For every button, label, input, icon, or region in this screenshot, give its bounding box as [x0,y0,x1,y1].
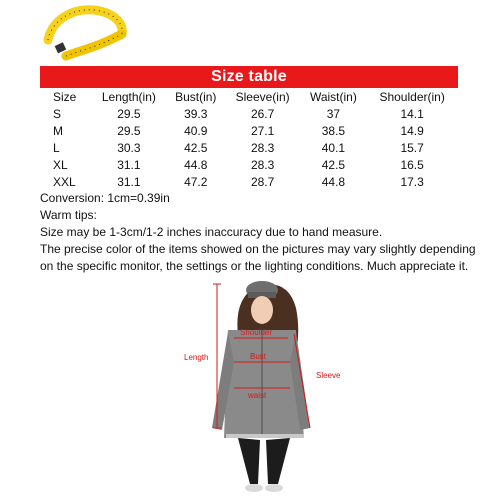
model-illustration [212,281,310,492]
cell-waist: 42.5 [321,158,346,172]
header-shoulder: Shoulder(in) [379,90,445,104]
cell-size: L [53,141,60,155]
cell-size: S [53,107,62,121]
measuring-tape-icon [42,0,134,62]
cell-length: 31.1 [117,158,141,172]
warm-tips-heading: Warm tips: [40,208,97,222]
cell-size: XL [53,158,68,172]
cell-sleeve: 26.7 [250,107,275,121]
table-row [40,174,458,191]
cell-shoulder: 14.1 [400,107,424,121]
cell-length: 31.1 [117,175,141,189]
tip-accuracy: Size may be 1-3cm/1-2 inches inaccuracy due to hand measure. [40,225,383,239]
cell-bust: 40.9 [184,124,208,138]
table-row [40,106,458,123]
shoulder-label: Shoulder [240,328,273,337]
conversion-note: Conversion: 1cm=0.39in [40,191,170,205]
cell-bust: 47.2 [184,175,208,189]
bust-label: Bust [250,352,267,361]
table-row [40,123,458,140]
cell-length: 29.5 [117,107,141,121]
waist-label: waist [248,391,267,400]
cell-sleeve: 27.1 [250,124,275,138]
header-waist: Waist(in) [309,90,357,104]
cell-sleeve: 28.3 [250,141,275,155]
cell-waist: 38.5 [321,124,346,138]
table-row [40,140,458,157]
header-sleeve: Sleeve(in) [235,90,290,104]
cell-shoulder: 14.9 [400,124,424,138]
cell-waist: 40.1 [321,141,346,155]
tip-color-line2: on the specific monitor, the settings or the lighting conditions. Much appreciate it. [40,259,469,273]
cell-size: M [53,124,63,138]
cell-size: XXL [53,175,76,189]
cell-bust: 42.5 [184,141,208,155]
cell-waist: 37 [326,107,341,121]
cell-waist: 44.8 [321,175,346,189]
size-table [40,89,458,191]
cell-sleeve: 28.7 [250,175,275,189]
sleeve-label: Sleeve [316,371,341,380]
model-measurement-figure [170,278,360,500]
cell-bust: 44.8 [184,158,208,172]
table-row [40,157,458,174]
length-label: Length [184,353,209,362]
cell-shoulder: 15.7 [400,141,424,155]
cell-length: 30.3 [117,141,141,155]
size-table-banner: Size table [40,66,458,88]
tip-color-line1: The precise color of the items showed on the pictures may vary slightly depending [40,242,476,256]
cell-bust: 39.3 [184,107,208,121]
cell-shoulder: 17.3 [400,175,424,189]
table-header-row [40,89,458,106]
cell-length: 29.5 [117,124,141,138]
header-length: Length(in) [101,90,156,104]
header-bust: Bust(in) [175,90,217,104]
cell-sleeve: 28.3 [250,158,275,172]
cell-shoulder: 16.5 [400,158,424,172]
header-size: Size [53,90,77,104]
